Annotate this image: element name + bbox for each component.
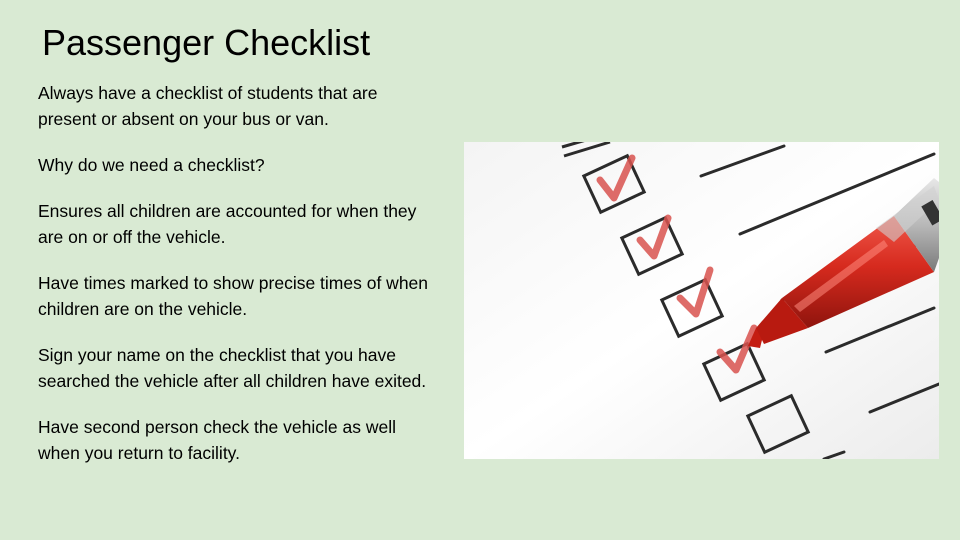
checklist-with-red-marker-image	[464, 142, 939, 459]
slide-body	[38, 80, 438, 486]
paragraph-checklist-intro: Always have a checklist of students that are present or absent on your bus or van.	[38, 83, 378, 129]
paragraph-sign-name: Sign your name on the checklist that you have searched the vehicle after all children have exited.	[38, 345, 427, 391]
paragraph-times-marked: Have times marked to show precise times of when children are on the vehicle.	[38, 273, 429, 319]
checklist-photo	[464, 142, 939, 459]
slide-title: Passenger Checklist	[42, 22, 371, 63]
paragraph-why-question: Why do we need a checklist?	[38, 155, 265, 175]
paragraph-accounted-for: Ensures all children are accounted for when they are on or off the vehicle.	[38, 201, 417, 247]
paragraph-second-person: Have second person check the vehicle as well when you return to facility.	[38, 417, 396, 463]
